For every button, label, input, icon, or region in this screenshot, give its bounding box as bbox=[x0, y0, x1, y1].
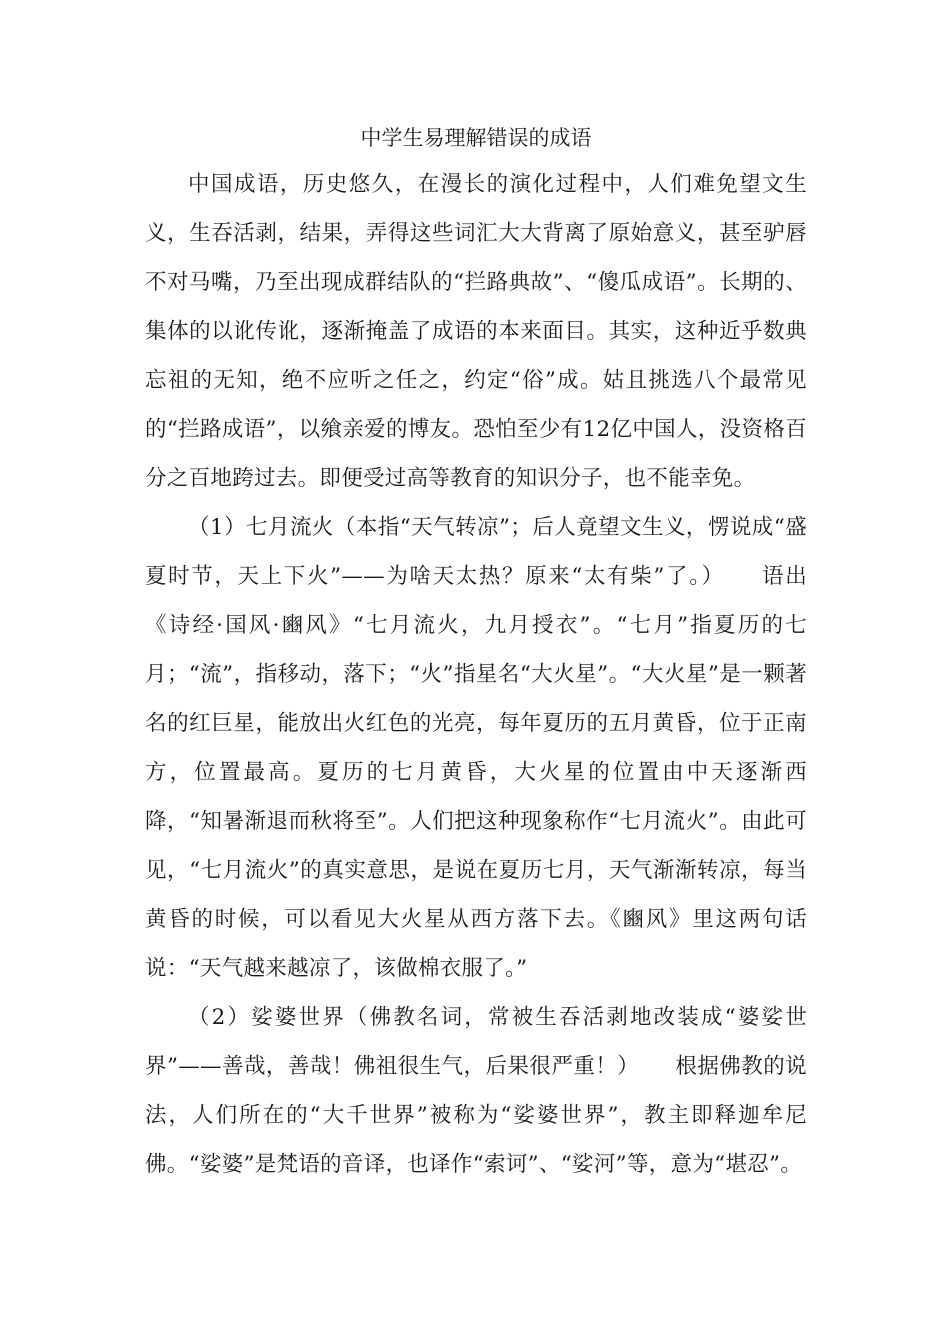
document-page bbox=[145, 118, 807, 1189]
idiom-1-body: 语出《诗经·国风·豳风》“七月流火，九月授衣”。“七月”指夏历的七月；“流”，指移动，落下；“火”指星名“大火星”。“大火星”是一颗著名的红巨星，能放出火红色的光亮，每年夏历的五月黄昏，位于正南方，位置最高。夏历的七月黄昏，大火星的位置由中天逐渐西降，“知暑渐退而秋将至”。人们把这种现象称作“七月流火”。由此可见，“七月流火”的真实意思，是说在夏历七月，天气渐渐转凉，每当黄昏的时候，可以看见大火星从西方落下去。《豳风》里这两句话说：“天气越来越凉了，该做棉衣服了。” bbox=[145, 564, 807, 981]
idiom-2-body: 根据佛教的说法，人们所在的“大千世界”被称为“娑婆世界”，教主即释迦牟尼佛。“娑婆”是梵语的音译，也译作“索诃”、“娑河”等，意为“堪忍”。 bbox=[145, 1054, 807, 1177]
idiom-2-paragraph bbox=[145, 993, 807, 1189]
idiom-1-paragraph bbox=[145, 503, 807, 993]
intro-paragraph: 中国成语，历史悠久，在漫长的演化过程中，人们难免望文生义，生吞活剥，结果，弄得这些词汇大大背离了原始意义，甚至驴唇不对马嘴，乃至出现成群结队的“拦路典故”、“傻瓜成语”。长期的、集体的以讹传讹，逐渐掩盖了成语的本来面目。其实，这种近乎数典忘祖的无知，绝不应听之任之，约定“俗”成。姑且挑选八个最常见的“拦路成语”，以飨亲爱的博友。恐怕至少有12亿中国人，没资格百分之百地跨过去。即便受过高等教育的知识分子，也不能幸免。 bbox=[145, 172, 807, 491]
document-title: 中学生易理解错误的成语 bbox=[360, 126, 592, 150]
idiom-2-heading: （2）娑婆世界（佛教名词，常被生吞活剥地改装成“婆娑世界”——善哉，善哉！佛祖很生气，后果很严重！） bbox=[145, 1005, 807, 1079]
idiom-1-heading: （1）七月流火（本指“天气转凉”；后人竟望文生义，愣说成“盛夏时节，天上下火”——为啥天太热？原来“太有柴”了。） bbox=[145, 515, 807, 589]
